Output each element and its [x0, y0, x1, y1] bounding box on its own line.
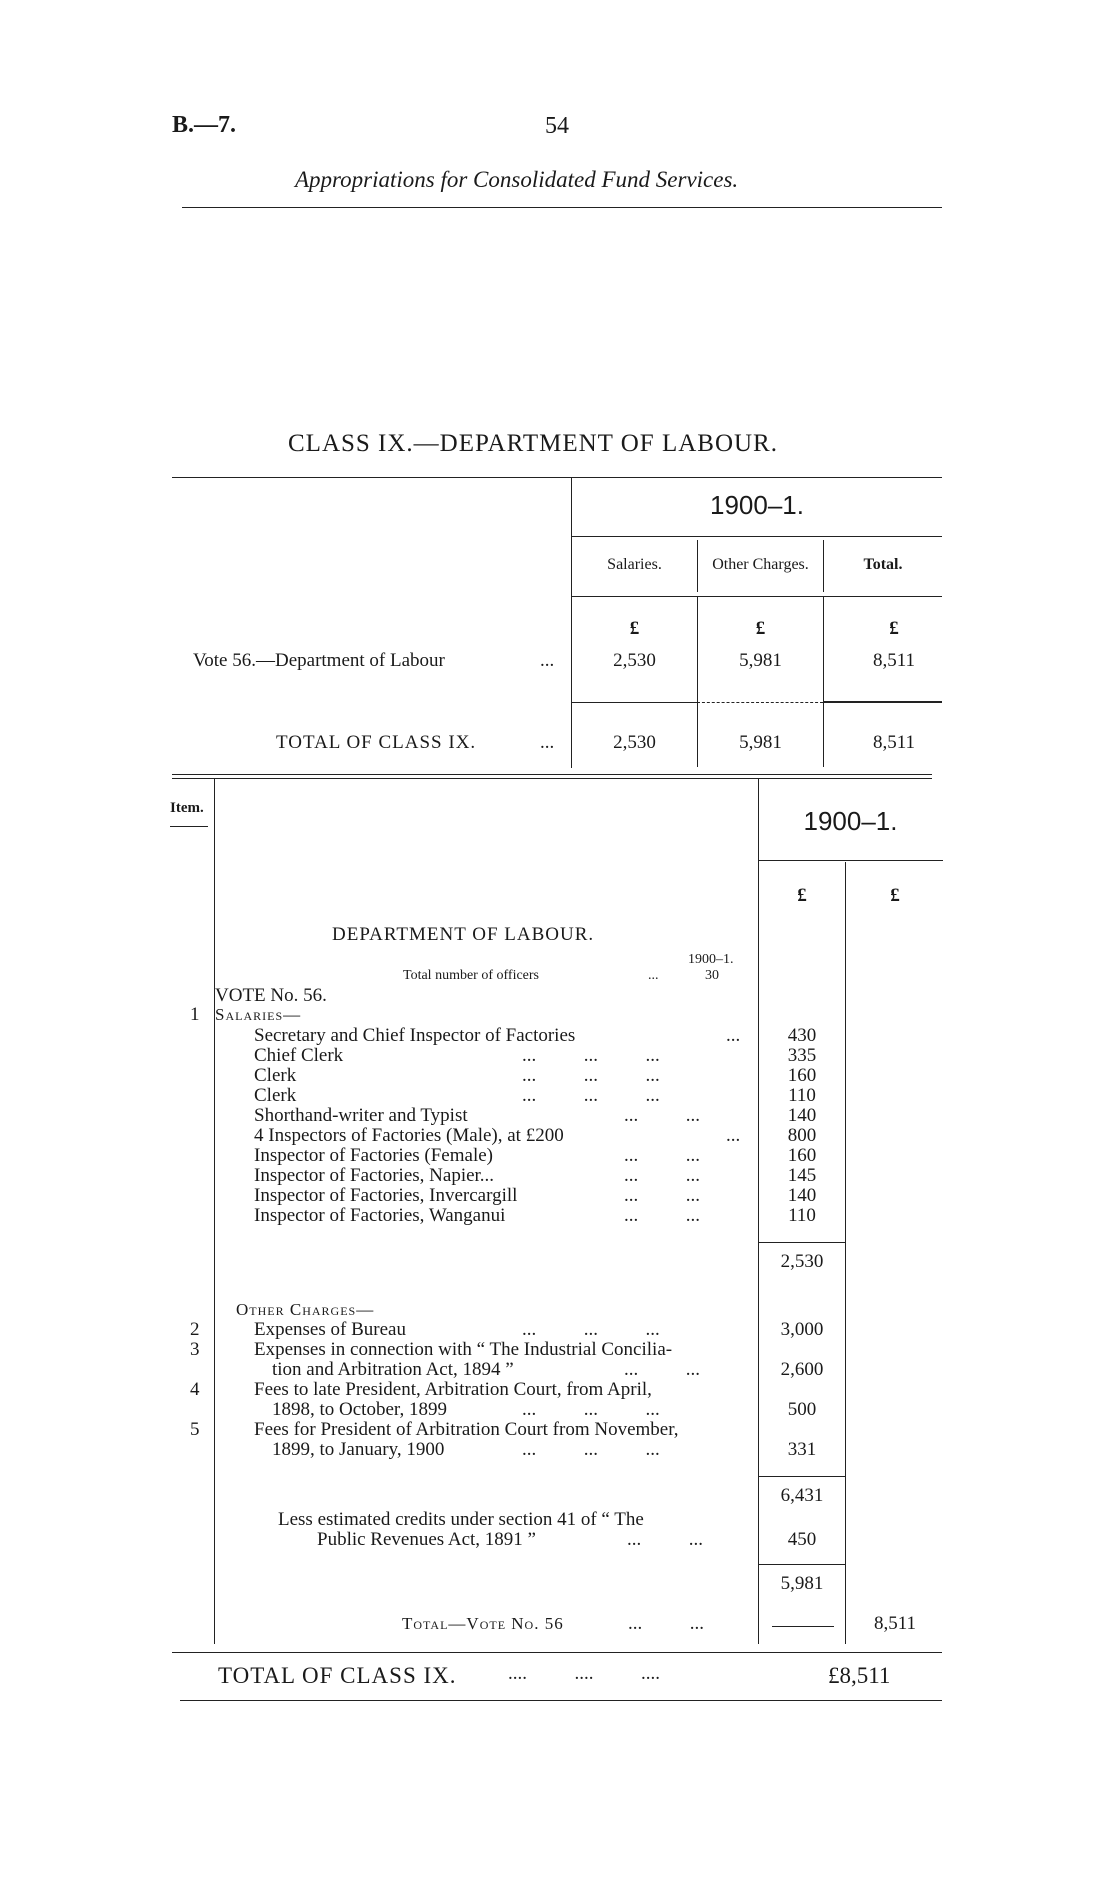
vote-56-dots: ... — [540, 650, 555, 671]
other-charge-label-cont: 1899, to January, 1900 — [272, 1439, 445, 1460]
salary-dots: ... ... ... — [522, 1065, 660, 1086]
summary-header-rule — [571, 596, 942, 597]
summary-top-rule — [172, 477, 942, 478]
salary-amount: 160 — [787, 1065, 817, 1086]
salary-dots: ... — [726, 1025, 741, 1046]
summary-bottom-rule-2 — [172, 778, 932, 779]
other-charge-dots: ... ... ... — [522, 1399, 660, 1420]
department-title: DEPARTMENT OF LABOUR. — [332, 924, 595, 945]
summary-year-rule — [571, 536, 942, 537]
salary-dots: ... ... — [624, 1165, 700, 1186]
salary-dots: ... ... ... — [522, 1045, 660, 1066]
gross-total: 6,431 — [780, 1485, 824, 1506]
detail-bottom-rule — [172, 1652, 942, 1653]
other-charge-dots: ... ... — [624, 1359, 700, 1380]
vote-total-dash — [772, 1626, 834, 1627]
other-charge-label-cont: 1898, to October, 1899 — [272, 1399, 447, 1420]
detail-year-rule — [758, 860, 943, 861]
other-charge-amount: 2,600 — [780, 1359, 824, 1380]
salary-label: Inspector of Factories, Napier... — [254, 1165, 495, 1186]
salary-label: Secretary and Chief Inspector of Factories — [254, 1025, 576, 1046]
other-net-rule — [758, 1564, 845, 1565]
other-charge-amount: 500 — [787, 1399, 817, 1420]
vote-total-amount: 8,511 — [873, 1613, 917, 1634]
other-charge-dots: ... ... ... — [522, 1319, 660, 1340]
document-ref: B.—7. — [172, 112, 237, 138]
vote-56-label: Vote 56.—Department of Labour — [193, 650, 445, 671]
col-header-other-charges: Other Charges. — [712, 556, 809, 573]
salary-label: Shorthand-writer and Typist — [254, 1105, 468, 1126]
summary-total-label: TOTAL OF CLASS IX. — [276, 732, 477, 753]
salary-amount: 800 — [787, 1125, 817, 1146]
detail-currency-2: £ — [890, 885, 900, 906]
summary-total-total: 8,511 — [872, 732, 916, 753]
summary-total-dots: ... — [540, 732, 555, 753]
summary-bottom-rule-1 — [172, 774, 932, 775]
other-item-number: 4 — [190, 1379, 200, 1400]
other-item-number: 5 — [190, 1419, 200, 1440]
page-number: 54 — [545, 113, 569, 139]
salary-label: Inspector of Factories (Female) — [254, 1145, 493, 1166]
salary-label: Inspector of Factories, Invercargill — [254, 1185, 518, 1206]
footer-rule — [180, 1700, 942, 1701]
salary-amount: 110 — [788, 1205, 816, 1226]
salary-dots: ... ... — [624, 1145, 700, 1166]
salary-label: 4 Inspectors of Factories (Male), at £200 — [254, 1125, 564, 1146]
vote-total-dots: ... ... — [628, 1613, 704, 1634]
item-header-rule — [170, 826, 208, 827]
less-credits-amount: 450 — [787, 1529, 817, 1550]
other-charge-label: Fees for President of Arbitration Court from November, — [254, 1419, 679, 1440]
other-charge-label: Expenses in connection with “ The Industrial Concilia- — [254, 1339, 673, 1360]
officers-label: Total number of officers — [403, 968, 539, 983]
other-charge-label: Fees to late President, Arbitration Court, from April, — [254, 1379, 652, 1400]
summary-year: 1900–1. — [710, 490, 804, 520]
vote-number-label: VOTE No. 56. — [215, 985, 327, 1006]
summary-total-rule-2 — [697, 702, 823, 703]
item-column-divider — [214, 779, 215, 1644]
salary-amount: 335 — [787, 1045, 817, 1066]
salaries-heading: Salaries— — [215, 1005, 302, 1024]
salary-amount: 140 — [787, 1185, 817, 1206]
summary-body-sep-2 — [823, 597, 824, 767]
vote-56-other: 5,981 — [739, 650, 782, 671]
other-item-number: 3 — [190, 1339, 200, 1360]
salary-label: Inspector of Factories, Wanganui — [254, 1205, 506, 1226]
vote-56-salaries: 2,530 — [613, 650, 656, 671]
less-credits-dots: ... ... — [627, 1529, 703, 1550]
summary-total-rule-1 — [571, 702, 697, 703]
class-total-dots: .... .... .... — [508, 1663, 660, 1684]
header-rule — [182, 207, 942, 208]
summary-total-salaries: 2,530 — [613, 732, 656, 753]
other-charge-label: Expenses of Bureau — [254, 1319, 406, 1340]
salaries-subtotal: 2,530 — [780, 1251, 824, 1272]
salary-dots: ... — [726, 1125, 741, 1146]
other-charge-amount: 3,000 — [780, 1319, 824, 1340]
less-credits-label-cont: Public Revenues Act, 1891 ” — [317, 1529, 536, 1550]
amount-column-divider-2 — [845, 862, 846, 1644]
col-header-salaries: Salaries. — [607, 556, 662, 573]
salary-label: Clerk — [254, 1085, 297, 1106]
summary-total-other: 5,981 — [739, 732, 782, 753]
salary-amount: 140 — [787, 1105, 817, 1126]
salary-amount: 145 — [787, 1165, 817, 1186]
gross-total-rule — [758, 1476, 845, 1477]
detail-currency-1: £ — [797, 885, 807, 906]
class-total-label: TOTAL OF CLASS IX. — [218, 1663, 457, 1688]
running-title: Appropriations for Consolidated Fund Services. — [295, 167, 739, 192]
salary-amount: 160 — [787, 1145, 817, 1166]
class-total-amount: £8,511 — [828, 1663, 891, 1688]
officers-dots: ... — [648, 968, 659, 983]
salary-dots: ... ... — [624, 1105, 700, 1126]
other-charge-amount: 331 — [787, 1439, 817, 1460]
other-charge-dots: ... ... ... — [522, 1439, 660, 1460]
class-title: CLASS IX.—DEPARTMENT OF LABOUR. — [288, 430, 778, 457]
salary-label: Chief Clerk — [254, 1045, 344, 1066]
other-charge-label-cont: tion and Arbitration Act, 1894 ” — [272, 1359, 514, 1380]
salary-label: Clerk — [254, 1065, 297, 1086]
officers-count: 30 — [705, 968, 719, 983]
vote-56-total: 8,511 — [872, 650, 916, 671]
salary-amount: 110 — [788, 1085, 816, 1106]
salaries-subtotal-rule — [758, 1242, 845, 1243]
salary-dots: ... ... ... — [522, 1085, 660, 1106]
less-credits-label: Less estimated credits under section 41 of “ The — [278, 1509, 644, 1530]
detail-year: 1900–1. — [803, 806, 898, 836]
other-charges-net: 5,981 — [780, 1573, 824, 1594]
other-charges-heading: Other Charges— — [236, 1300, 375, 1319]
summary-total-rule-3 — [823, 701, 942, 703]
salary-dots: ... ... — [624, 1205, 700, 1226]
salary-dots: ... ... — [624, 1185, 700, 1206]
item-header: Item. — [170, 800, 204, 816]
currency-total: £ — [889, 618, 899, 639]
salaries-item-number: 1 — [190, 1004, 200, 1025]
currency-salaries: £ — [629, 618, 640, 639]
officers-year: 1900–1. — [688, 952, 734, 967]
currency-other: £ — [755, 618, 766, 639]
other-item-number: 2 — [190, 1319, 200, 1340]
vote-total-label: Total—Vote No. 56 — [402, 1614, 564, 1633]
col-header-total: Total. — [863, 556, 903, 573]
salary-amount: 430 — [787, 1025, 817, 1046]
